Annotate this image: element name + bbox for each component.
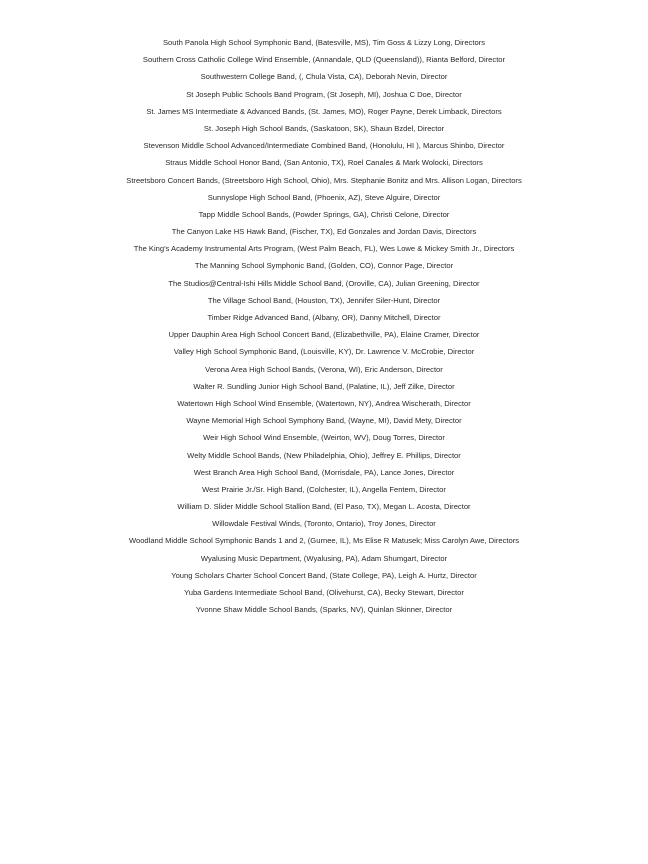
band-entry: Yuba Gardens Intermediate School Band, (Olivehurst, CA), Becky Stewart, Director	[184, 588, 464, 597]
band-entry: West Prairie Jr./Sr. High Band, (Colchester, IL), Angella Fentem, Director	[202, 484, 446, 494]
band-entry: Southern Cross Catholic College Wind Ensemble, (Annandale, QLD (Queensland)), Rianta Belford, Director	[142, 55, 506, 65]
band-entry: Southwestern College Band, (, Chula Vista, CA), Deborah Nevin, Director	[200, 72, 448, 82]
band-entry: Tapp Middle School Bands, (Powder Springs, GA), Christi Celone, Director	[198, 209, 450, 219]
band-entry: William D. Slider Middle School Stallion Band, (El Paso, TX), Megan L. Acosta, Director	[177, 502, 471, 512]
band-entry: Weir High School Wind Ensemble, (Weirton, WV), Doug Torres, Director	[203, 433, 445, 443]
band-entry: West Branch Area High School Band, (Morrisdale, PA), Lance Jones, Director	[193, 467, 455, 477]
band-entry: The Studios@Central-Ishi Hills Middle School Band, (Oroville, CA), Julian Greening, Director	[168, 278, 480, 288]
band-entry: Willowdale Festival Winds, (Toronto, Ontario), Troy Jones, Director	[212, 519, 436, 529]
band-entry: Verona Area High School Bands, (Verona, WI), Eric Anderson, Director	[205, 364, 443, 374]
band-entry: Young Scholars Charter School Concert Band, (State College, PA), Leigh A. Hurtz, Director	[171, 570, 477, 580]
band-entry: Wyalusing Music Department, (Wyalusing, PA), Adam Shumgart, Director	[200, 553, 448, 563]
band-entry: Streetsboro Concert Bands, (Streetsboro High School, Ohio), Mrs. Stephanie Bonitz and Mrs. Allison Logan, Directors	[126, 175, 522, 185]
band-entry: The Canyon Lake HS Hawk Band, (Fischer, TX), Ed Gonzales and Jordan Davis, Directors	[171, 227, 477, 237]
band-entry: St Joseph Public Schools Band Program, (St Joseph, MI), Joshua C Doe, Director	[186, 89, 462, 99]
band-entry: Sunnyslope High School Band, (Phoenix, AZ), Steve Alguire, Director	[207, 192, 441, 202]
band-entry: The Manning School Symphonic Band, (Golden, CO), Connor Page, Director	[194, 261, 454, 271]
band-entry: Yvonne Shaw Middle School Bands, (Sparks, NV), Quinlan Skinner, Director	[195, 605, 453, 615]
band-entry: Welty Middle School Bands, (New Philadelphia, Ohio), Jeffrey E. Phillips, Director	[187, 450, 461, 460]
band-entry: The King's Academy Instrumental Arts Program, (West Palm Beach, FL), Wes Lowe & Mickey Smith Jr., Directors	[133, 244, 515, 254]
band-entry: Wayne Memorial High School Symphony Band, (Wayne, MI), David Mety, Director	[186, 416, 462, 426]
band-entry: Upper Dauphin Area High School Concert Band, (Elizabethville, PA), Elaine Cramer, Director	[168, 330, 480, 340]
band-entry-list	[0, 34, 648, 618]
band-entry: Stevenson Middle School Advanced/Intermediate Combined Band, (Honolulu, HI ), Marcus Shinbo, Director	[143, 141, 505, 151]
band-entry: Walter R. Sundling Junior High School Band, (Palatine, IL), Jeff Zilke, Director	[193, 381, 455, 391]
band-entry: Straus Middle School Honor Band, (San Antonio, TX), Roel Canales & Mark Wolocki, Directors	[165, 158, 483, 168]
band-entry: St. Joseph High School Bands, (Saskatoon, SK), Shaun Bzdel, Director	[203, 123, 445, 133]
band-entry: Timber Ridge Advanced Band, (Albany, OR), Danny Mitchell, Director	[207, 313, 441, 322]
band-entry: Woodland Middle School Symphonic Bands 1 and 2, (Gurnee, IL), Ms Elise R Matusek; Miss Carolyn Awe, Directors	[128, 536, 520, 546]
band-entry: South Panola High School Symphonic Band, (Batesville, MS), Tim Goss & Lizzy Long, Directors	[162, 38, 486, 47]
band-entry: St. James MS Intermediate & Advanced Bands, (St. James, MO), Roger Payne, Derek Limback, Directors	[146, 106, 502, 116]
band-entry: Watertown High School Wind Ensemble, (Watertown, NY), Andrea Wischerath, Director	[177, 398, 471, 408]
band-entry: The Village School Band, (Houston, TX), Jennifer Siler-Hunt, Director	[207, 295, 441, 305]
band-entry: Valley High School Symphonic Band, (Louisville, KY), Dr. Lawrence V. McCrobie, Director	[173, 347, 475, 357]
